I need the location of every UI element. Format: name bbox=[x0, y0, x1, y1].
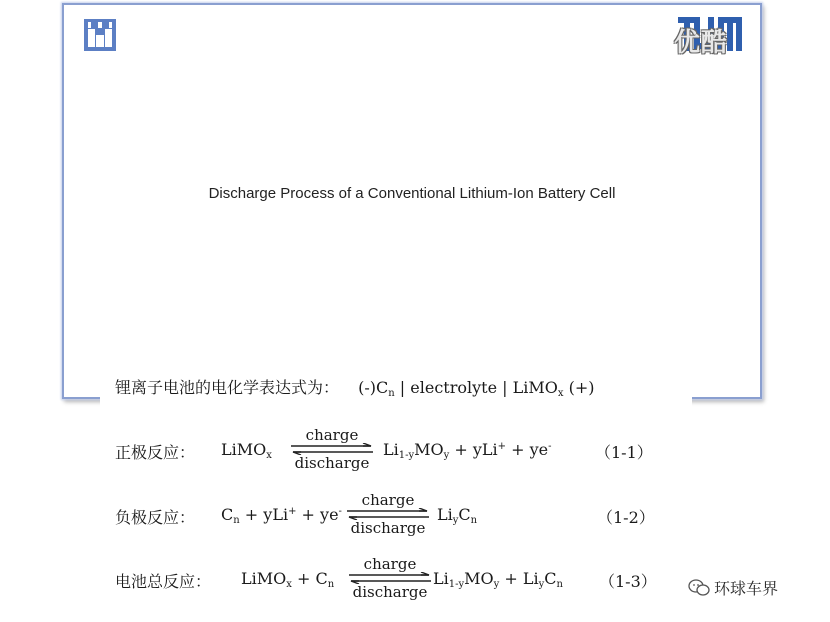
reaction-label: 负极反应： bbox=[115, 508, 196, 527]
reaction-lhs: LiMO$_x$ + $C_n$ bbox=[241, 569, 335, 590]
reaction-rhs: $Li_{1-y}MO_y + Li_yC_n$ bbox=[433, 569, 563, 590]
video-slide bbox=[62, 3, 762, 399]
equilibrium-arrow bbox=[289, 426, 375, 474]
reaction-label: 电池总反应： bbox=[115, 572, 212, 591]
arrow-label-charge: charge bbox=[363, 555, 417, 573]
wechat-icon bbox=[688, 579, 710, 597]
slide-title: Discharge Process of a Conventional Lithium-Ion Battery Cell bbox=[208, 185, 616, 202]
reaction-1-3 bbox=[115, 555, 675, 605]
wechat-account-name: 环球车界 bbox=[714, 579, 779, 598]
electrochemical-expression bbox=[115, 375, 594, 399]
reaction-label: 正极反应： bbox=[115, 443, 196, 462]
youku-watermark: 优酷 bbox=[674, 28, 729, 58]
reaction-lhs: LiMO$_x$ bbox=[221, 440, 272, 461]
arrow-label-discharge: discharge bbox=[350, 519, 426, 537]
equation-number: （1-1） bbox=[595, 443, 653, 462]
summary-label: 锂离子电池的电化学表达式为： bbox=[115, 378, 340, 397]
reaction-rhs: $Li_yC_n$ bbox=[437, 505, 478, 526]
equilibrium-arrow bbox=[345, 491, 431, 539]
reaction-lhs: $C_n + yLi^+ + ye^-$ bbox=[221, 505, 342, 526]
equation-number: （1-2） bbox=[597, 508, 655, 527]
arrow-label-charge: charge bbox=[305, 426, 359, 444]
reaction-rhs: $Li_{1-y}MO_y + yLi^+ + ye^-$ bbox=[383, 440, 552, 461]
arrow-label-charge: charge bbox=[361, 491, 415, 509]
reaction-1-1 bbox=[115, 426, 675, 476]
university-logo-icon bbox=[84, 19, 116, 51]
reaction-1-2 bbox=[115, 491, 675, 541]
equilibrium-arrow bbox=[347, 555, 433, 603]
equation-number: （1-3） bbox=[599, 572, 657, 591]
summary-expr: $(-)C_n$ | electrolyte | LiMO$_x$ (+) bbox=[358, 378, 595, 399]
arrow-label-discharge: discharge bbox=[352, 583, 428, 601]
wechat-watermark bbox=[688, 576, 778, 599]
arrow-label-discharge: discharge bbox=[294, 454, 370, 472]
